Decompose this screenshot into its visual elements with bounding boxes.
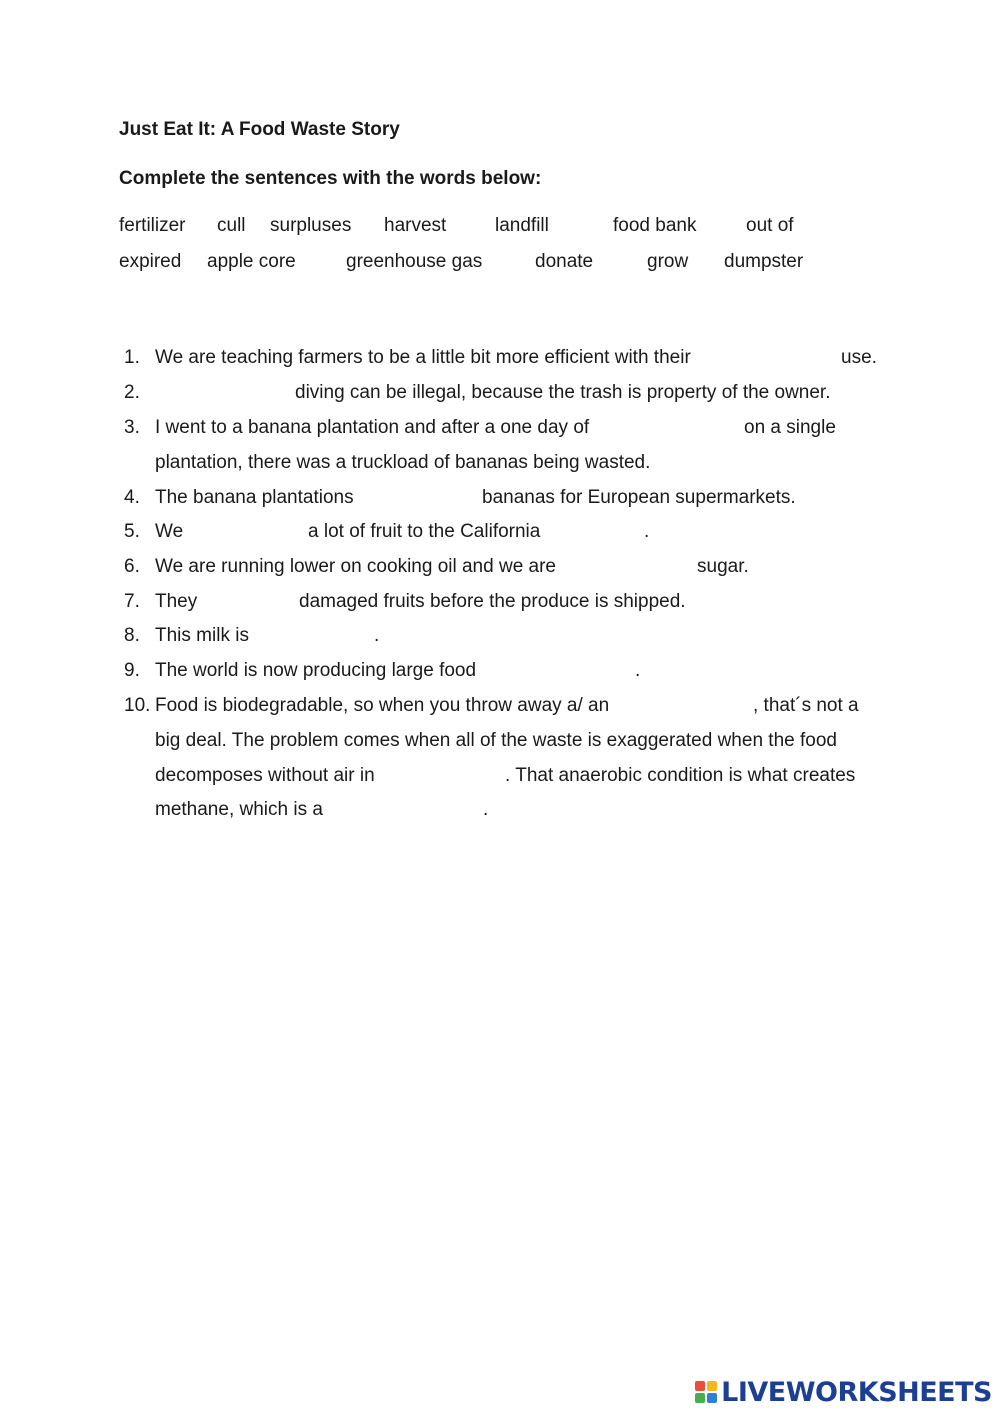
question-text: diving can be illegal, because the trash is property of the owner. <box>295 382 831 403</box>
answer-blank[interactable] <box>500 659 630 683</box>
question-text: Food is biodegradable, so when you throw away a/ an <box>155 695 610 716</box>
answer-blank[interactable] <box>620 416 738 440</box>
answer-blank[interactable] <box>190 520 302 544</box>
question-text: . <box>374 625 380 646</box>
liveworksheets-logo <box>695 1375 992 1409</box>
word-bank-item: landfill <box>495 215 549 236</box>
answer-blank[interactable] <box>338 798 478 822</box>
word-bank-item: apple core <box>207 251 296 272</box>
question-text: , that´s not a <box>753 695 859 716</box>
question-text: We are running lower on cooking oil and we are <box>155 556 556 577</box>
question-number: 2. <box>124 382 140 403</box>
question-text: We <box>155 521 184 542</box>
question-number: 4. <box>124 487 140 508</box>
question-number: 3. <box>124 417 140 438</box>
question-text: methane, which is a <box>155 799 323 820</box>
word-bank-item: grow <box>647 251 689 272</box>
question-text: a lot of fruit to the California <box>308 521 541 542</box>
logo-square-red <box>695 1381 705 1391</box>
answer-blank[interactable] <box>262 624 370 648</box>
question-text: bananas for European supermarkets. <box>482 487 796 508</box>
question-text: . <box>644 521 650 542</box>
question-text: big deal. The problem comes when all of the waste is exaggerated when the food <box>155 730 837 751</box>
question-text: . That anaerobic condition is what creates <box>505 765 856 786</box>
answer-blank[interactable] <box>392 764 500 788</box>
answer-blank[interactable] <box>560 520 640 544</box>
logo-square-green <box>695 1393 705 1403</box>
question-text: use. <box>841 347 877 368</box>
word-bank-item: fertilizer <box>119 215 186 236</box>
question-text: plantation, there was a truckload of bananas being wasted. <box>155 452 651 473</box>
brand-name: LIVEWORKSHEETS <box>721 1376 992 1408</box>
question-text: We are teaching farmers to be a little bit more efficient with their <box>155 347 691 368</box>
question-number: 9. <box>124 660 140 681</box>
question-text: They <box>155 591 198 612</box>
answer-blank[interactable] <box>155 381 289 405</box>
question-text: sugar. <box>697 556 749 577</box>
question-number: 7. <box>124 591 140 612</box>
question-number: 10. <box>124 695 151 716</box>
word-bank-item: dumpster <box>724 251 804 272</box>
question-number: 6. <box>124 556 140 577</box>
word-bank-item: food bank <box>613 215 697 236</box>
question-text: decomposes without air in <box>155 765 375 786</box>
answer-blank[interactable] <box>728 346 836 370</box>
word-bank-item: harvest <box>384 215 447 236</box>
question-text: I went to a banana plantation and after a one day of <box>155 417 590 438</box>
question-number: 8. <box>124 625 140 646</box>
word-bank-item: donate <box>535 251 594 272</box>
liveworksheets-icon <box>695 1381 717 1403</box>
question-text: damaged fruits before the produce is shipped. <box>299 591 686 612</box>
answer-blank[interactable] <box>585 555 691 579</box>
question-text: on a single <box>744 417 836 438</box>
question-text: This milk is <box>155 625 249 646</box>
answer-blank[interactable] <box>370 486 476 510</box>
answer-blank[interactable] <box>205 590 293 614</box>
answer-blank[interactable] <box>641 694 749 718</box>
word-bank-item: surpluses <box>270 215 352 236</box>
question-number: 1. <box>124 347 140 368</box>
word-bank-item: cull <box>217 215 246 236</box>
worksheet-title: Just Eat It: A Food Waste Story <box>119 119 400 140</box>
word-bank-item: expired <box>119 251 182 272</box>
logo-square-blue <box>707 1393 717 1403</box>
question-text: The banana plantations <box>155 487 354 508</box>
logo-square-yellow <box>707 1381 717 1391</box>
question-text: The world is now producing large food <box>155 660 477 681</box>
word-bank-item: out of <box>746 215 794 236</box>
word-bank-item: greenhouse gas <box>346 251 483 272</box>
question-text: . <box>483 799 489 820</box>
instructions: Complete the sentences with the words below: <box>119 168 542 189</box>
question-text: . <box>635 660 641 681</box>
question-number: 5. <box>124 521 140 542</box>
